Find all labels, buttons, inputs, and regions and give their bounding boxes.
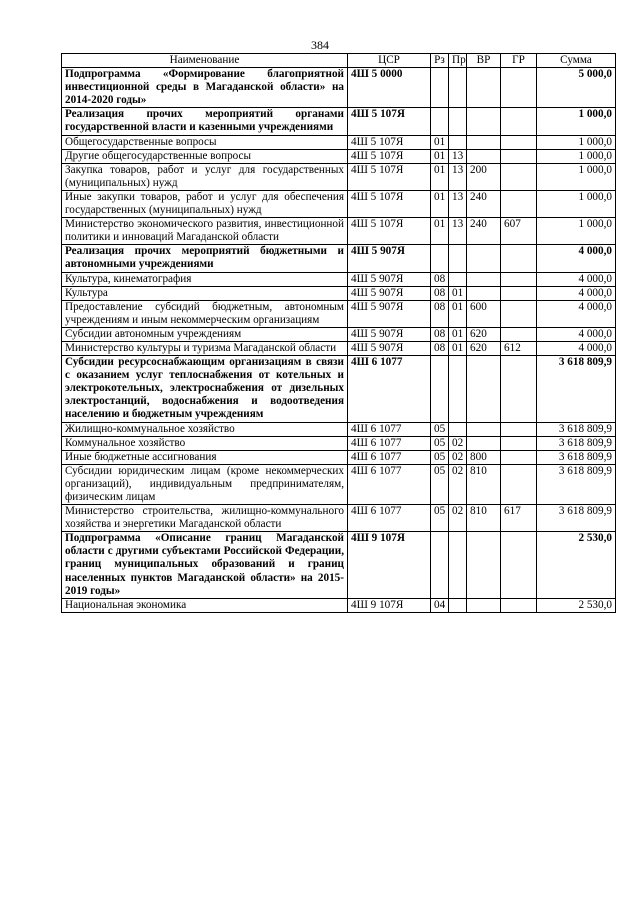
cell-rz: 08 xyxy=(431,341,449,355)
table-row xyxy=(62,422,616,436)
cell-csr: 4Ш 5 907Я xyxy=(348,341,431,355)
cell-vr xyxy=(467,108,501,135)
column-header-rz: Рз xyxy=(431,54,449,68)
cell-pr: 13 xyxy=(449,163,467,190)
cell-gr: 607 xyxy=(501,218,537,245)
cell-sum: 3 618 809,9 xyxy=(537,356,616,422)
cell-sum: 4 000,0 xyxy=(537,300,616,327)
cell-gr xyxy=(501,68,537,108)
table-row xyxy=(62,300,616,327)
cell-sum: 5 000,0 xyxy=(537,68,616,108)
cell-pr xyxy=(449,108,467,135)
cell-sum: 3 618 809,9 xyxy=(537,505,616,532)
cell-gr xyxy=(501,436,537,450)
cell-pr xyxy=(449,135,467,149)
cell-vr xyxy=(467,356,501,422)
cell-name: Другие общегосударственные вопросы xyxy=(62,149,348,163)
cell-pr: 13 xyxy=(449,218,467,245)
cell-gr xyxy=(501,464,537,504)
table-row xyxy=(62,108,616,135)
cell-vr: 200 xyxy=(467,163,501,190)
cell-csr: 4Ш 6 1077 xyxy=(348,422,431,436)
cell-name: Культура, кинематография xyxy=(62,272,348,286)
table-row xyxy=(62,272,616,286)
cell-name: Подпрограмма «Формирование благоприятной инвестиционной среды в Магаданской области» на 2014-2020 годы» xyxy=(62,68,348,108)
cell-vr xyxy=(467,245,501,272)
cell-gr xyxy=(501,450,537,464)
cell-vr xyxy=(467,286,501,300)
cell-name: Жилищно-коммунальное хозяйство xyxy=(62,422,348,436)
cell-name: Иные бюджетные ассигнования xyxy=(62,450,348,464)
cell-pr: 01 xyxy=(449,341,467,355)
cell-rz: 05 xyxy=(431,450,449,464)
cell-pr xyxy=(449,356,467,422)
cell-name: Культура xyxy=(62,286,348,300)
cell-csr: 4Ш 6 1077 xyxy=(348,436,431,450)
cell-rz xyxy=(431,245,449,272)
cell-rz: 05 xyxy=(431,422,449,436)
column-header-name: Наименование xyxy=(62,54,348,68)
cell-name: Субсидии автономным учреждениям xyxy=(62,327,348,341)
cell-gr: 612 xyxy=(501,341,537,355)
cell-csr: 4Ш 5 107Я xyxy=(348,163,431,190)
cell-name: Министерство экономического развития, инвестиционной политики и инноваций Магаданской области xyxy=(62,218,348,245)
cell-gr xyxy=(501,135,537,149)
cell-sum: 1 000,0 xyxy=(537,163,616,190)
cell-gr xyxy=(501,190,537,217)
cell-vr: 240 xyxy=(467,218,501,245)
cell-csr: 4Ш 5 907Я xyxy=(348,245,431,272)
cell-vr xyxy=(467,422,501,436)
cell-sum: 4 000,0 xyxy=(537,327,616,341)
cell-pr xyxy=(449,68,467,108)
cell-rz: 08 xyxy=(431,327,449,341)
cell-vr xyxy=(467,598,501,612)
table-row xyxy=(62,356,616,422)
table-row xyxy=(62,190,616,217)
cell-csr: 4Ш 6 1077 xyxy=(348,450,431,464)
cell-sum: 3 618 809,9 xyxy=(537,436,616,450)
cell-rz xyxy=(431,68,449,108)
column-header-gr: ГР xyxy=(501,54,537,68)
table-row xyxy=(62,149,616,163)
cell-vr xyxy=(467,149,501,163)
cell-pr: 13 xyxy=(449,149,467,163)
table-row xyxy=(62,135,616,149)
cell-csr: 4Ш 5 107Я xyxy=(348,108,431,135)
table-row xyxy=(62,505,616,532)
cell-pr: 02 xyxy=(449,464,467,504)
cell-csr: 4Ш 5 107Я xyxy=(348,190,431,217)
cell-name: Субсидии ресурсоснабжающим организациям в связи с оказанием услуг теплоснабжения от котельных и электрокотельных, электроснабжения от дизельных электростанций, водоснабжения и водоотведения населению и бюджетным учреждениям xyxy=(62,356,348,422)
cell-csr: 4Ш 6 1077 xyxy=(348,464,431,504)
cell-vr: 800 xyxy=(467,450,501,464)
cell-pr: 13 xyxy=(449,190,467,217)
cell-sum: 4 000,0 xyxy=(537,272,616,286)
cell-gr xyxy=(501,163,537,190)
cell-sum: 1 000,0 xyxy=(537,218,616,245)
cell-sum: 3 618 809,9 xyxy=(537,422,616,436)
table-row xyxy=(62,163,616,190)
cell-rz: 08 xyxy=(431,286,449,300)
cell-pr xyxy=(449,598,467,612)
cell-vr: 810 xyxy=(467,464,501,504)
cell-sum: 4 000,0 xyxy=(537,245,616,272)
cell-rz xyxy=(431,108,449,135)
table-row xyxy=(62,341,616,355)
cell-vr xyxy=(467,272,501,286)
cell-name: Национальная экономика xyxy=(62,598,348,612)
cell-vr: 810 xyxy=(467,505,501,532)
cell-sum: 1 000,0 xyxy=(537,108,616,135)
cell-pr xyxy=(449,245,467,272)
cell-csr: 4Ш 5 907Я xyxy=(348,272,431,286)
cell-sum: 4 000,0 xyxy=(537,286,616,300)
cell-pr xyxy=(449,532,467,598)
table-row xyxy=(62,598,616,612)
cell-name: Подпрограмма «Описание границ Магаданской области с другими субъектами Российской Федерации, границ муниципальных образований и границ населенных пунктов Магаданской области» на 2015-2019 годы» xyxy=(62,532,348,598)
cell-vr xyxy=(467,68,501,108)
table-row xyxy=(62,286,616,300)
table-body xyxy=(62,68,616,613)
cell-gr xyxy=(501,327,537,341)
cell-sum: 4 000,0 xyxy=(537,341,616,355)
cell-vr: 240 xyxy=(467,190,501,217)
cell-name: Предоставление субсидий бюджетным, автономным учреждениям и иным некоммерческим организациям xyxy=(62,300,348,327)
cell-sum: 1 000,0 xyxy=(537,190,616,217)
cell-csr: 4Ш 6 1077 xyxy=(348,356,431,422)
page-number: 384 xyxy=(311,38,329,52)
cell-pr: 01 xyxy=(449,300,467,327)
cell-rz: 01 xyxy=(431,135,449,149)
cell-gr xyxy=(501,149,537,163)
column-header-pr: Пр xyxy=(449,54,467,68)
budget-table xyxy=(61,53,616,613)
table-row xyxy=(62,327,616,341)
cell-sum: 2 530,0 xyxy=(537,598,616,612)
cell-vr xyxy=(467,135,501,149)
cell-pr: 02 xyxy=(449,450,467,464)
cell-sum: 1 000,0 xyxy=(537,149,616,163)
cell-gr xyxy=(501,245,537,272)
column-header-csr: ЦСР xyxy=(348,54,431,68)
cell-vr xyxy=(467,436,501,450)
cell-vr: 620 xyxy=(467,327,501,341)
cell-gr xyxy=(501,356,537,422)
cell-name: Субсидии юридическим лицам (кроме некоммерческих организаций), индивидуальным предпринимателям, физическим лицам xyxy=(62,464,348,504)
cell-rz: 01 xyxy=(431,149,449,163)
cell-vr: 600 xyxy=(467,300,501,327)
cell-pr xyxy=(449,272,467,286)
cell-csr: 4Ш 5 0000 xyxy=(348,68,431,108)
cell-rz: 05 xyxy=(431,436,449,450)
cell-vr: 620 xyxy=(467,341,501,355)
cell-name: Министерство строительства, жилищно-коммунального хозяйства и энергетики Магаданской области xyxy=(62,505,348,532)
cell-pr xyxy=(449,422,467,436)
cell-name: Иные закупки товаров, работ и услуг для обеспечения государственных (муниципальных) нужд xyxy=(62,190,348,217)
cell-csr: 4Ш 9 107Я xyxy=(348,532,431,598)
table-row xyxy=(62,68,616,108)
cell-pr: 01 xyxy=(449,286,467,300)
cell-name: Реализация прочих мероприятий бюджетными и автономными учреждениями xyxy=(62,245,348,272)
cell-csr: 4Ш 5 907Я xyxy=(348,286,431,300)
cell-gr xyxy=(501,108,537,135)
cell-rz xyxy=(431,356,449,422)
table-row xyxy=(62,532,616,598)
table-row xyxy=(62,218,616,245)
cell-gr xyxy=(501,598,537,612)
cell-gr: 617 xyxy=(501,505,537,532)
cell-pr: 02 xyxy=(449,505,467,532)
cell-rz xyxy=(431,532,449,598)
cell-sum: 1 000,0 xyxy=(537,135,616,149)
cell-rz: 05 xyxy=(431,505,449,532)
cell-rz: 01 xyxy=(431,190,449,217)
cell-rz: 01 xyxy=(431,163,449,190)
cell-vr xyxy=(467,532,501,598)
table-row xyxy=(62,436,616,450)
cell-pr: 02 xyxy=(449,436,467,450)
cell-csr: 4Ш 5 907Я xyxy=(348,300,431,327)
cell-name: Коммунальное хозяйство xyxy=(62,436,348,450)
cell-csr: 4Ш 5 107Я xyxy=(348,135,431,149)
cell-csr: 4Ш 9 107Я xyxy=(348,598,431,612)
cell-rz: 01 xyxy=(431,218,449,245)
cell-gr xyxy=(501,272,537,286)
cell-gr xyxy=(501,300,537,327)
cell-csr: 4Ш 5 907Я xyxy=(348,327,431,341)
cell-name: Общегосударственные вопросы xyxy=(62,135,348,149)
column-header-vr: ВР xyxy=(467,54,501,68)
column-header-sum: Сумма xyxy=(537,54,616,68)
cell-rz: 08 xyxy=(431,272,449,286)
cell-gr xyxy=(501,286,537,300)
cell-csr: 4Ш 5 107Я xyxy=(348,149,431,163)
cell-sum: 2 530,0 xyxy=(537,532,616,598)
table-row xyxy=(62,245,616,272)
cell-pr: 01 xyxy=(449,327,467,341)
cell-gr xyxy=(501,532,537,598)
cell-csr: 4Ш 6 1077 xyxy=(348,505,431,532)
cell-name: Министерство культуры и туризма Магаданской области xyxy=(62,341,348,355)
cell-sum: 3 618 809,9 xyxy=(537,450,616,464)
cell-gr xyxy=(501,422,537,436)
cell-rz: 04 xyxy=(431,598,449,612)
cell-rz: 05 xyxy=(431,464,449,504)
cell-csr: 4Ш 5 107Я xyxy=(348,218,431,245)
table-row xyxy=(62,450,616,464)
cell-rz: 08 xyxy=(431,300,449,327)
table-row xyxy=(62,464,616,504)
table-header-row xyxy=(62,54,616,68)
cell-name: Закупка товаров, работ и услуг для государственных (муниципальных) нужд xyxy=(62,163,348,190)
cell-sum: 3 618 809,9 xyxy=(537,464,616,504)
cell-name: Реализация прочих мероприятий органами государственной власти и казенными учреждениями xyxy=(62,108,348,135)
